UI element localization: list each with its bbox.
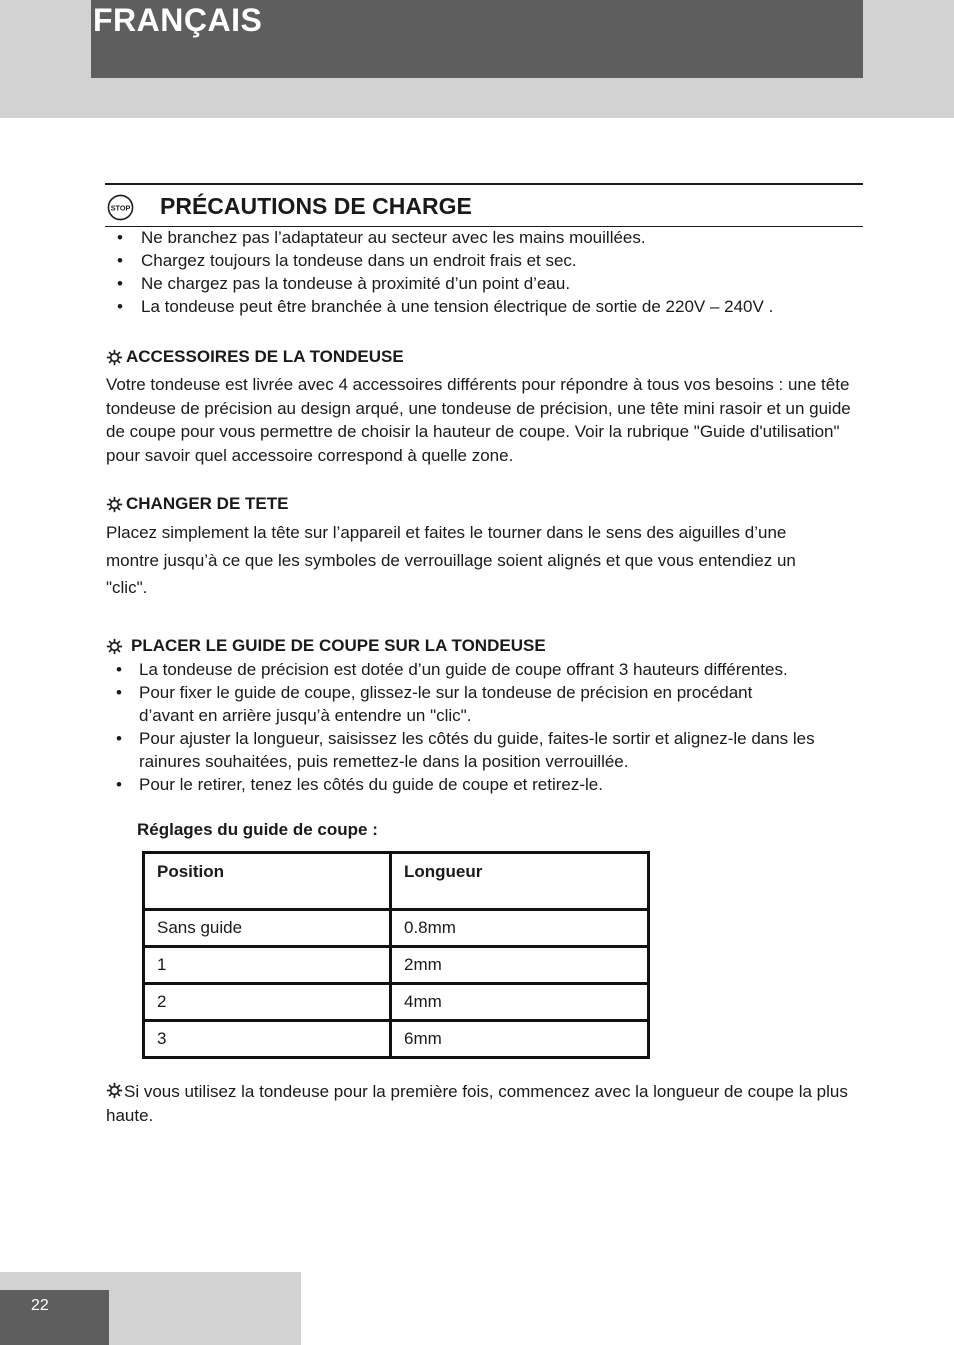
table-caption: Réglages du guide de coupe : — [137, 820, 378, 839]
language-title: FRANÇAIS — [93, 2, 263, 38]
settings-table — [142, 851, 650, 1059]
table-cell: 1 — [144, 947, 391, 984]
sun-icon — [106, 638, 123, 655]
table-cell: 4mm — [391, 984, 649, 1021]
table-row — [144, 984, 649, 1021]
list-item: • Pour ajuster la longueur, saisissez les côtés du guide, faites-le sortir et alignez-le dans les rainures souhaitées, puis remettez-le dans la position verrouillée. — [105, 727, 865, 773]
charging-title: PRÉCAUTIONS DE CHARGE — [160, 193, 472, 219]
list-item: • Ne chargez pas la tondeuse à proximité d’un point d’eau. — [105, 272, 773, 295]
sun-icon — [106, 496, 123, 513]
list-item: • La tondeuse de précision est dotée d’un guide de coupe offrant 3 hauteurs différentes. — [105, 658, 865, 681]
table-cell: 6mm — [391, 1021, 649, 1058]
table-cell: Sans guide — [144, 910, 391, 947]
header-length: Longueur — [391, 853, 649, 910]
sun-icon — [106, 1082, 123, 1099]
list-item: • Ne branchez pas l’adaptateur au secteur avec les mains mouillées. — [105, 226, 773, 249]
table-row — [144, 1021, 649, 1058]
table-cell: 3 — [144, 1021, 391, 1058]
tip-note — [106, 1080, 866, 1127]
accessories-title-text: ACCESSOIRES DE LA TONDEUSE — [126, 347, 404, 366]
sun-icon — [106, 349, 123, 366]
charging-list — [105, 226, 773, 318]
table-header-row — [144, 853, 649, 910]
list-item: • Pour fixer le guide de coupe, glissez-le sur la tondeuse de précision en procédant d’avant en arrière jusqu’à entendre un "clic". — [105, 681, 809, 727]
table-cell: 0.8mm — [391, 910, 649, 947]
table-cell: 2mm — [391, 947, 649, 984]
table-row — [144, 947, 649, 984]
table-cell: 2 — [144, 984, 391, 1021]
list-item: • Pour le retirer, tenez les côtés du guide de coupe et retirez-le. — [105, 773, 865, 796]
change-head-title — [106, 494, 288, 514]
section-top-rule — [105, 183, 863, 185]
guide-list — [105, 658, 865, 796]
language-bar — [91, 0, 863, 78]
table-row — [144, 910, 649, 947]
list-item: • La tondeuse peut être branchée à une tension électrique de sortie de 220V – 240V . — [105, 295, 773, 318]
list-item: • Chargez toujours la tondeuse dans un endroit frais et sec. — [105, 249, 773, 272]
guide-title — [106, 636, 546, 656]
page-number-box — [0, 1290, 109, 1345]
stop-icon-label: STOP — [110, 203, 131, 213]
header-position: Position — [144, 853, 391, 910]
page-number: 22 — [31, 1297, 49, 1314]
accessories-text: Votre tondeuse est livrée avec 4 accessoires différents pour répondre à tous vos besoins : une tête tondeuse de précision au design arqué, une tondeuse de précision, une tête mini rasoir et un guide de coupe pour vous permettre de choisir la hauteur de coupe. Voir la rubrique "Guide d'utilisation" pour savoir quel accessoire correspond à quelle zone. — [106, 375, 851, 465]
accessories-title — [106, 347, 404, 367]
tip-text: Si vous utilisez la tondeuse pour la première fois, commencez avec la longueur de coupe la plus haute. — [106, 1082, 848, 1125]
stop-icon — [107, 194, 134, 221]
guide-title-text: PLACER LE GUIDE DE COUPE SUR LA TONDEUSE — [131, 636, 546, 655]
change-head-title-text: CHANGER DE TETE — [126, 494, 289, 513]
change-head-text: Placez simplement la tête sur l’appareil et faites le tourner dans le sens des aiguilles d’une montre jusqu’à ce que les symboles de verrouillage soient alignés et que vous entendiez un "clic". — [106, 523, 796, 597]
